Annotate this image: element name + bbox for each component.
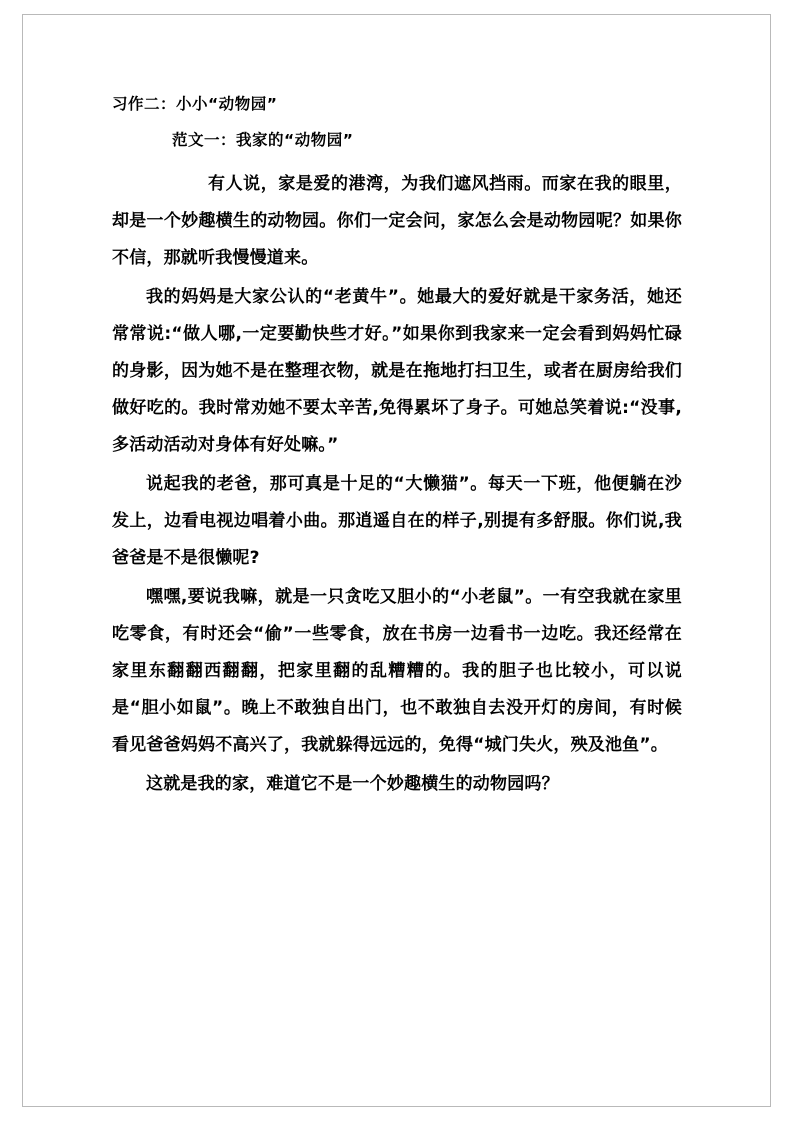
sub-title: 范文一：我家的“动物园” [172,131,354,149]
paragraph-5: 这就是我的家，难道它不是一个妙趣横生的动物园吗？ [146,774,559,794]
paragraph-1: 有人说，家是爱的港湾，为我们遮风挡雨。而家在我的眼里，却是一个妙趣横生的动物园。你们一定会问，家怎么会是动物园呢？如果你不信，那就听我慢慢道来。 [112,174,682,268]
paragraph-2: 我的妈妈是大家公认的“老黄牛”。她最大的爱好就是干家务活，她还常常说:“做人哪,一定要勤快些才好。”如果你到我家来一定会看到妈妈忙碌的身影，因为她不是在整理衣物，就是在拖地打扫卫生，或者在厨房给我们做好吃的。我时常劝她不要太辛苦,免得累坏了身子。可她总笑着说:“没事,多活动活动对身体有好处嘛。” [112,287,682,455]
paragraph-3: 说起我的老爸，那可真是十足的“大懒猫”。每天一下班，他便躺在沙发上，边看电视边唱着小曲。那逍遥自在的样子,别提有多舒服。你们说,我爸爸是不是很懒呢? [112,474,682,568]
page-title: 习作二：小小“动物园” [112,95,278,113]
paragraph-4: 嘿嘿,要说我嘛，就是一只贪吃又胆小的“小老鼠”。一有空我就在家里吃零食，有时还会“偷”一些零食，放在书房一边看书一边吃。我还经常在家里东翻翻西翻翻，把家里翻的乱糟糟的。我的胆子也比较小，可以说是“胆小如鼠”。晚上不敢独自出门，也不敢独自去没开灯的房间，有时候看见爸爸妈妈不高兴了，我就躲得远远的，免得“城门失火，殃及池鱼”。 [112,587,682,755]
document-content [112,92,682,805]
